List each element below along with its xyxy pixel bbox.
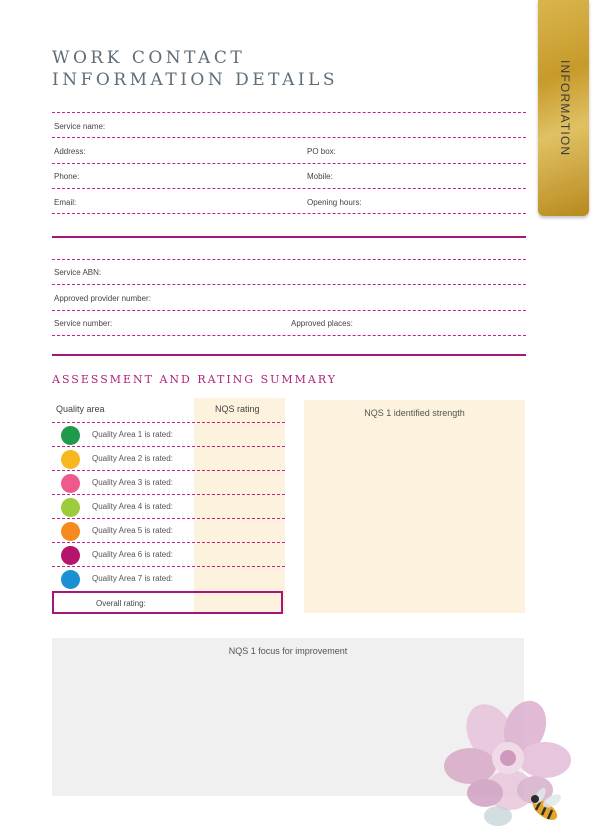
phone-label: Phone: (54, 172, 80, 181)
page-title-line-2: INFORMATION DETAILS (52, 70, 339, 90)
field-divider (52, 284, 526, 285)
field-divider (52, 112, 526, 113)
field-divider (52, 188, 526, 189)
approved-provider-label: Approved provider number: (54, 294, 151, 303)
quality-area-color-icon (61, 450, 80, 469)
quality-area-color-icon (61, 426, 80, 445)
quality-area-row[interactable] (52, 470, 285, 495)
quality-area-color-icon (61, 474, 80, 493)
service-number-label: Service number: (54, 319, 113, 328)
quality-area-table (52, 398, 285, 616)
overall-rating-label: Overall rating: (96, 599, 146, 608)
quality-area-label: Quality Area 7 is rated: (92, 574, 173, 583)
improvement-label: NQS 1 focus for improvement (228, 646, 348, 656)
opening-hours-label: Opening hours: (307, 198, 362, 207)
quality-area-header: Quality area (56, 404, 105, 414)
quality-area-label: Quality Area 3 is rated: (92, 478, 173, 487)
mobile-label: Mobile: (307, 172, 333, 181)
po-box-label: PO box: (307, 147, 336, 156)
quality-area-row[interactable] (52, 518, 285, 543)
approved-places-label: Approved places: (291, 319, 353, 328)
quality-area-label: Quality Area 4 is rated: (92, 502, 173, 511)
section-divider (52, 236, 526, 238)
page-title (52, 47, 338, 91)
page-title-line-1: WORK CONTACT (52, 48, 246, 68)
service-name-label: Service name: (54, 122, 106, 131)
quality-area-row[interactable] (52, 542, 285, 567)
section-tab[interactable] (538, 0, 589, 216)
field-divider (52, 259, 526, 260)
quality-area-label: Quality Area 6 is rated: (92, 550, 173, 559)
nqs-rating-header: NQS rating (215, 404, 260, 414)
quality-area-color-icon (61, 498, 80, 517)
quality-area-color-icon (61, 546, 80, 565)
service-abn-label: Service ABN: (54, 268, 102, 277)
strength-box[interactable] (304, 400, 525, 613)
quality-area-color-icon (61, 522, 80, 541)
flower-bee-illustration (440, 698, 590, 840)
quality-area-label: Quality Area 1 is rated: (92, 430, 173, 439)
email-label: Email: (54, 198, 77, 207)
overall-rating-row[interactable] (52, 591, 283, 614)
field-divider (52, 163, 526, 164)
section-divider (52, 354, 526, 356)
assessment-heading: ASSESSMENT AND RATING SUMMARY (52, 373, 338, 386)
quality-area-row[interactable] (52, 566, 285, 591)
quality-area-color-icon (61, 570, 80, 589)
quality-area-row[interactable] (52, 494, 285, 519)
field-divider (52, 213, 526, 214)
field-divider (52, 335, 526, 336)
quality-area-row[interactable] (52, 422, 285, 447)
quality-area-row[interactable] (52, 446, 285, 471)
field-divider (52, 310, 526, 311)
quality-area-label: Quality Area 5 is rated: (92, 526, 173, 535)
strength-label: NQS 1 identified strength (364, 408, 465, 418)
section-tab-label: INFORMATION (558, 60, 572, 157)
quality-area-label: Quality Area 2 is rated: (92, 454, 173, 463)
field-divider (52, 137, 526, 138)
address-label: Address: (54, 147, 86, 156)
